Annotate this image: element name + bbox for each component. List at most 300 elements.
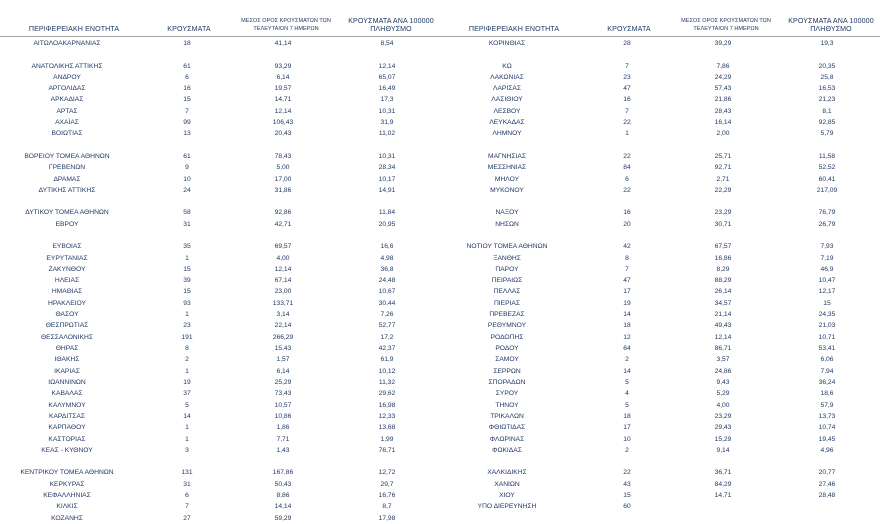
cell-cases: 23 xyxy=(623,73,631,81)
cell-7day-average: 93,29 xyxy=(274,62,292,70)
cell-region: ΗΜΑΘΙΑΣ xyxy=(51,288,83,296)
cell-cases: 60 xyxy=(623,503,631,511)
group-spacer-row xyxy=(0,230,440,241)
cell-cases-per-100000: 10,12 xyxy=(378,367,396,375)
cell-cases: 12 xyxy=(623,333,631,341)
cell-cases-per-100000 xyxy=(782,501,880,512)
table-row xyxy=(0,117,440,128)
cell-cases-per-100000: 17,2 xyxy=(380,333,394,341)
table-row xyxy=(0,83,440,94)
column-header-region: ΠΕΡΙΦΕΡΕΙΑΚΗ ΕΝΟΤΗΤΑ xyxy=(0,0,148,37)
cell-cases-per-100000: 11,58 xyxy=(818,152,836,160)
table-row xyxy=(0,388,440,399)
cell-cases: 31 xyxy=(183,480,191,488)
cell-7day-average: 5,29 xyxy=(716,390,730,398)
cell-region: ΛΑΣΙΘΙΟΥ xyxy=(491,96,523,104)
group-spacer-row xyxy=(0,196,440,207)
left-table-panel xyxy=(0,0,440,522)
cell-7day-average: 67,57 xyxy=(714,243,732,251)
cell-region: ΘΕΣΣΑΛΟΝΙΚΗΣ xyxy=(40,333,94,341)
cell-7day-average: 9,14 xyxy=(716,446,730,454)
table-row xyxy=(440,174,880,185)
cell-cases-per-100000: 19,45 xyxy=(818,435,836,443)
table-row xyxy=(0,253,440,264)
cell-7day-average: 10,86 xyxy=(274,412,292,420)
cell-7day-average: 6,14 xyxy=(276,73,290,81)
column-header-cases-per-100000: ΚΡΟΥΣΜΑΤΑ ΑΝΑ 100000 ΠΛΗΘΥΣΜΟ xyxy=(782,0,880,37)
cell-cases: 18 xyxy=(623,412,631,420)
cell-7day-average: 29,43 xyxy=(714,424,732,432)
cell-7day-average: 266,29 xyxy=(272,333,294,341)
cell-7day-average: 12,14 xyxy=(274,107,292,115)
cell-7day-average: 50,43 xyxy=(274,480,292,488)
cell-cases-per-100000: 8,7 xyxy=(382,503,392,511)
spacer-cell xyxy=(440,140,880,151)
group-spacer-row xyxy=(440,196,880,207)
cell-region: ΘΕΣΠΡΩΤΙΑΣ xyxy=(45,322,89,330)
cell-cases-per-100000: 10,17 xyxy=(378,175,396,183)
table-row xyxy=(440,298,880,309)
table-row xyxy=(440,106,880,117)
cell-region: ΝΟΤΙΟΥ ΤΟΜΕΑ ΑΘΗΝΩΝ xyxy=(466,243,548,251)
table-row xyxy=(0,513,440,524)
cell-cases-per-100000: 30,44 xyxy=(378,299,396,307)
cell-7day-average: 49,43 xyxy=(714,322,732,330)
cell-7day-average: 19,57 xyxy=(274,85,292,93)
cell-7day-average: 3,14 xyxy=(276,311,290,319)
cell-cases-per-100000: 5,79 xyxy=(820,130,834,138)
cell-region: ΣΑΜΟΥ xyxy=(495,356,519,364)
cell-cases-per-100000: 42,37 xyxy=(378,345,396,352)
cell-region: ΧΑΛΚΙΔΙΚΗΣ xyxy=(487,469,527,477)
cell-7day-average: 67,14 xyxy=(274,277,292,285)
cell-7day-average: 24,86 xyxy=(714,367,732,375)
cell-cases-per-100000: 46,9 xyxy=(820,265,834,273)
cell-region: ΑΡΚΑΔΙΑΣ xyxy=(50,96,84,104)
cell-region: ΠΡΕΒΕΖΑΣ xyxy=(489,311,525,319)
table-row xyxy=(440,467,880,478)
cell-cases: 1 xyxy=(185,435,189,443)
cell-7day-average: 14,71 xyxy=(274,96,292,104)
cell-cases: 8 xyxy=(625,254,629,262)
cell-7day-average: 4,00 xyxy=(276,254,290,262)
cell-region: ΤΗΝΟΥ xyxy=(495,401,519,409)
cell-region: ΤΡΙΚΑΛΩΝ xyxy=(490,412,524,420)
cell-cases-per-100000: 16,53 xyxy=(818,85,836,93)
cell-cases: 1 xyxy=(185,424,189,432)
cell-region: ΜΕΣΣΗΝΙΑΣ xyxy=(487,164,527,172)
cell-cases: 22 xyxy=(623,152,631,160)
cell-cases-per-100000: 17,98 xyxy=(378,514,396,522)
cell-cases-per-100000: 10,74 xyxy=(818,424,836,432)
cell-cases: 131 xyxy=(181,469,193,477)
column-header-cases: ΚΡΟΥΣΜΑΤΑ xyxy=(148,0,230,37)
cell-cases: 6 xyxy=(185,491,189,499)
cell-region: ΚΑΛΥΜΝΟΥ xyxy=(48,401,86,409)
table-row xyxy=(440,94,880,105)
cell-cases: 16 xyxy=(623,96,631,104)
cell-cases: 61 xyxy=(183,62,191,70)
cell-cases: 58 xyxy=(183,209,191,217)
table-row xyxy=(440,366,880,377)
cell-cases: 10 xyxy=(183,175,191,183)
cell-cases: 6 xyxy=(625,175,629,183)
cell-region: ΓΡΕΒΕΝΩΝ xyxy=(48,164,86,172)
table-row xyxy=(440,37,880,50)
cell-cases: 17 xyxy=(623,288,631,296)
table-row xyxy=(440,445,880,456)
cell-cases-per-100000: 60,41 xyxy=(818,175,836,183)
cell-cases: 17 xyxy=(623,424,631,432)
cell-cases: 15 xyxy=(183,96,191,104)
cell-cases: 99 xyxy=(183,119,191,127)
cell-cases-per-100000: 21,23 xyxy=(818,96,836,104)
table-row xyxy=(0,377,440,388)
group-spacer-row xyxy=(440,230,880,241)
cell-region: ΚΟΖΑΝΗΣ xyxy=(51,514,83,522)
cell-cases: 8 xyxy=(185,345,189,352)
cell-region: ΦΘΙΩΤΙΔΑΣ xyxy=(488,424,526,432)
header-row xyxy=(0,0,440,37)
cell-7day-average: 23,29 xyxy=(714,412,732,420)
cell-cases: 37 xyxy=(183,390,191,398)
regional-cases-table-right xyxy=(440,0,880,513)
cell-cases: 2 xyxy=(625,446,629,454)
cell-cases: 39 xyxy=(183,277,191,285)
cell-cases: 14 xyxy=(623,367,631,375)
cell-region: ΒΟΙΩΤΙΑΣ xyxy=(51,130,83,138)
cell-region: ΙΚΑΡΙΑΣ xyxy=(54,367,80,375)
cell-cases: 1 xyxy=(185,254,189,262)
cell-7day-average: 59,29 xyxy=(274,514,292,522)
cell-7day-average: 78,43 xyxy=(274,152,292,160)
table-row xyxy=(0,445,440,456)
cell-cases: 22 xyxy=(623,469,631,477)
cell-cases: 1 xyxy=(185,367,189,375)
table-row xyxy=(440,241,880,252)
cell-cases: 43 xyxy=(623,480,631,488)
cell-cases-per-100000: 65,07 xyxy=(378,73,396,81)
cell-cases-per-100000: 26,79 xyxy=(818,220,836,228)
table-row xyxy=(0,241,440,252)
cell-cases-per-100000: 15 xyxy=(823,299,831,307)
table-row xyxy=(440,151,880,162)
table-row xyxy=(440,275,880,286)
cell-cases: 93 xyxy=(183,299,191,307)
cell-region: ΚΕΦΑΛΛΗΝΙΑΣ xyxy=(43,491,91,499)
cell-cases: 42 xyxy=(623,243,631,251)
cell-cases: 14 xyxy=(183,412,191,420)
cell-7day-average: 31,86 xyxy=(274,186,292,194)
column-header-7day-average: ΜΕΣΟΣ ΟΡΟΣ ΚΡΟΥΣΜΑΤΩΝ ΤΩΝ ΤΕΛΕΥΤΑΙΩΝ 7 ΗΜΕΡΩΝ xyxy=(670,0,782,37)
cell-7day-average: 36,71 xyxy=(714,469,732,477)
cell-7day-average: 16,86 xyxy=(714,254,732,262)
cell-cases-per-100000: 53,41 xyxy=(818,345,836,352)
cell-region: ΑΝΔΡΟΥ xyxy=(53,73,81,81)
table-row xyxy=(440,377,880,388)
cell-region: ΡΟΔΟΥ xyxy=(495,345,519,352)
cell-7day-average: 25,71 xyxy=(714,152,732,160)
cell-cases-per-100000: 28,34 xyxy=(378,164,396,172)
cell-7day-average: 10,57 xyxy=(274,401,292,409)
group-spacer-row xyxy=(440,49,880,60)
cell-cases-per-100000: 13,73 xyxy=(818,412,836,420)
cell-7day-average: 30,71 xyxy=(714,220,732,228)
spacer-cell xyxy=(440,49,880,60)
cell-cases-per-100000: 11,84 xyxy=(378,209,396,217)
table-row xyxy=(0,61,440,72)
group-spacer-row xyxy=(0,140,440,151)
cell-cases-per-100000: 16,76 xyxy=(378,491,396,499)
table-row xyxy=(0,467,440,478)
cell-7day-average: 69,57 xyxy=(274,243,292,251)
table-row xyxy=(0,366,440,377)
table-row xyxy=(0,72,440,83)
table-row xyxy=(0,332,440,343)
table-row xyxy=(0,400,440,411)
cell-region: ΣΥΡΟΥ xyxy=(495,390,519,398)
cell-region: ΑΡΓΟΛΙΔΑΣ xyxy=(48,85,86,93)
cell-cases-per-100000: 16,98 xyxy=(378,401,396,409)
cell-cases-per-100000: 29,7 xyxy=(380,480,394,488)
cell-7day-average: 28,43 xyxy=(714,107,732,115)
table-row xyxy=(440,264,880,275)
cell-7day-average: 17,00 xyxy=(274,175,292,183)
table-row xyxy=(0,162,440,173)
cell-cases: 15 xyxy=(183,265,191,273)
cell-cases: 5 xyxy=(625,401,629,409)
cell-region: ΚΕΝΤΡΙΚΟΥ ΤΟΜΕΑ ΑΘΗΝΩΝ xyxy=(20,469,114,477)
table-row xyxy=(0,37,440,50)
table-row xyxy=(440,422,880,433)
cell-cases: 64 xyxy=(623,345,631,352)
cell-7day-average: 16,14 xyxy=(714,119,732,127)
cell-cases-per-100000: 7,94 xyxy=(820,367,834,375)
cell-region: ΔΥΤΙΚΗΣ ΑΤΤΙΚΗΣ xyxy=(38,186,96,194)
cell-7day-average: 22,29 xyxy=(714,186,732,194)
cell-cases-per-100000: 16,6 xyxy=(380,243,394,251)
cell-7day-average: 84,29 xyxy=(714,480,732,488)
cell-cases: 47 xyxy=(623,277,631,285)
cell-cases: 9 xyxy=(185,164,189,172)
cell-region: ΖΑΚΥΝΘΟΥ xyxy=(48,265,86,273)
table-row xyxy=(0,219,440,230)
cell-cases: 7 xyxy=(185,107,189,115)
cell-cases: 61 xyxy=(183,152,191,160)
cell-cases-per-100000: 57,9 xyxy=(820,401,834,409)
cell-cases-per-100000: 29,62 xyxy=(378,390,396,398)
cell-region: ΚΩ xyxy=(502,62,512,70)
table-row xyxy=(0,264,440,275)
cell-region: ΜΗΛΟΥ xyxy=(494,175,520,183)
cell-cases-per-100000: 10,31 xyxy=(378,152,396,160)
table-row xyxy=(0,275,440,286)
cell-cases-per-100000: 18,6 xyxy=(820,390,834,398)
cell-cases: 6 xyxy=(185,73,189,81)
cell-region: ΦΛΩΡΙΝΑΣ xyxy=(489,435,525,443)
cell-region: ΡΕΘΥΜΝΟΥ xyxy=(487,322,527,330)
table-row xyxy=(440,207,880,218)
cell-region: ΠΕΙΡΑΙΩΣ xyxy=(491,277,523,285)
cell-cases-per-100000: 10,71 xyxy=(818,333,836,341)
cell-cases-per-100000: 217,09 xyxy=(816,186,838,194)
cell-region: ΛΕΣΒΟΥ xyxy=(493,107,521,115)
cell-region: ΚΕΡΚΥΡΑΣ xyxy=(49,480,85,488)
cell-cases-per-100000: 10,47 xyxy=(818,277,836,285)
cell-cases: 16 xyxy=(183,85,191,93)
cell-7day-average: 2,00 xyxy=(716,130,730,138)
cell-cases: 7 xyxy=(625,265,629,273)
cell-cases-per-100000: 31,9 xyxy=(380,119,394,127)
cell-cases-per-100000: 17,3 xyxy=(380,96,394,104)
cell-cases: 28 xyxy=(623,40,631,47)
cell-cases-per-100000: 4,96 xyxy=(820,446,834,454)
cell-7day-average: 92,86 xyxy=(274,209,292,217)
cell-7day-average: 26,14 xyxy=(714,288,732,296)
cell-cases: 5 xyxy=(625,378,629,386)
cell-cases: 13 xyxy=(183,130,191,138)
cell-cases: 16 xyxy=(623,209,631,217)
cell-region: ΑΙΤΩΛΟΑΚΑΡΝΑΝΙΑΣ xyxy=(33,40,101,47)
cell-cases: 10 xyxy=(623,435,631,443)
cell-cases: 22 xyxy=(623,186,631,194)
cell-cases-per-100000: 7,19 xyxy=(820,254,834,262)
cell-cases-per-100000: 14,91 xyxy=(378,186,396,194)
cell-region: ΑΡΤΑΣ xyxy=(56,107,78,115)
cell-cases-per-100000: 7,26 xyxy=(380,311,394,319)
table-row xyxy=(0,354,440,365)
cell-7day-average: 73,43 xyxy=(274,390,292,398)
cell-7day-average: 57,43 xyxy=(714,85,732,93)
cell-cases: 47 xyxy=(623,85,631,93)
cell-region: ΠΙΕΡΙΑΣ xyxy=(493,299,521,307)
cell-7day-average: 1,86 xyxy=(276,424,290,432)
cell-region: ΥΠΟ ΔΙΕΡΕΥΝΗΣΗ xyxy=(477,503,537,511)
table-row xyxy=(440,83,880,94)
table-row xyxy=(440,354,880,365)
cell-region: ΠΕΛΛΑΣ xyxy=(493,288,521,296)
cell-7day-average: 8,29 xyxy=(716,265,730,273)
cell-cases-per-100000: 61,9 xyxy=(380,356,394,364)
table-row xyxy=(440,185,880,196)
cell-7day-average: 86,71 xyxy=(714,345,732,352)
spacer-cell xyxy=(440,196,880,207)
table-row xyxy=(440,128,880,139)
cell-cases: 1 xyxy=(625,130,629,138)
table-row xyxy=(440,490,880,501)
cell-7day-average: 34,57 xyxy=(714,299,732,307)
cell-region: ΗΡΑΚΛΕΙΟΥ xyxy=(48,299,86,307)
cell-7day-average: 88,29 xyxy=(714,277,732,285)
table-row xyxy=(440,286,880,297)
cell-7day-average: 12,14 xyxy=(714,333,732,341)
cell-cases-per-100000: 13,68 xyxy=(378,424,396,432)
cell-7day-average: 42,71 xyxy=(274,220,292,228)
cell-cases-per-100000: 76,71 xyxy=(378,446,396,454)
table-row xyxy=(0,286,440,297)
table-row xyxy=(440,253,880,264)
cell-cases: 20 xyxy=(623,220,631,228)
cell-cases-per-100000: 27,46 xyxy=(818,480,836,488)
cell-region: ΧΑΝΙΩΝ xyxy=(494,480,520,488)
table-row xyxy=(0,479,440,490)
table-row xyxy=(440,332,880,343)
cell-region: ΛΑΡΙΣΑΣ xyxy=(493,85,521,93)
cell-cases-per-100000: 6,06 xyxy=(820,356,834,364)
cell-7day-average: 15,29 xyxy=(714,435,732,443)
cell-cases-per-100000: 20,35 xyxy=(818,62,836,70)
group-spacer-row xyxy=(440,456,880,467)
table-row xyxy=(440,388,880,399)
cell-cases-per-100000: 12,14 xyxy=(378,62,396,70)
spacer-cell xyxy=(0,456,440,467)
cell-region: ΠΑΡΟΥ xyxy=(495,265,519,273)
table-row xyxy=(440,400,880,411)
cell-7day-average: 7,86 xyxy=(716,62,730,70)
cell-region: ΞΑΝΘΗΣ xyxy=(493,254,521,262)
table-row xyxy=(440,434,880,445)
cell-cases-per-100000: 12,17 xyxy=(818,288,836,296)
cell-region: ΣΕΡΡΩΝ xyxy=(493,367,521,375)
cell-cases: 23 xyxy=(183,322,191,330)
cell-region: ΜΥΚΟΝΟΥ xyxy=(490,186,524,194)
table-row xyxy=(0,94,440,105)
cell-cases: 22 xyxy=(623,119,631,127)
cell-7day-average: 8,86 xyxy=(276,491,290,499)
cell-cases: 15 xyxy=(623,491,631,499)
cell-7day-average: 21,14 xyxy=(714,311,732,319)
cell-cases: 7 xyxy=(625,62,629,70)
table-row xyxy=(0,422,440,433)
cell-cases-per-100000: 20,77 xyxy=(818,469,836,477)
cell-cases-per-100000: 12,33 xyxy=(378,412,396,420)
table-row xyxy=(440,61,880,72)
column-header-cases-per-100000: ΚΡΟΥΣΜΑΤΑ ΑΝΑ 100000 ΠΛΗΘΥΣΜΟ xyxy=(342,0,440,37)
header-row xyxy=(440,0,880,37)
cell-cases: 27 xyxy=(183,514,191,522)
table-body-left xyxy=(0,37,440,524)
cell-cases-per-100000: 10,31 xyxy=(378,107,396,115)
cell-cases-per-100000: 1,99 xyxy=(380,435,394,443)
cell-cases: 3 xyxy=(185,446,189,454)
table-row xyxy=(0,490,440,501)
table-row xyxy=(0,320,440,331)
table-row xyxy=(0,151,440,162)
spacer-cell xyxy=(0,196,440,207)
cell-7day-average: 20,43 xyxy=(274,130,292,138)
spacer-cell xyxy=(0,140,440,151)
cell-cases-per-100000: 92,85 xyxy=(818,119,836,127)
column-header-7day-average: ΜΕΣΟΣ ΟΡΟΣ ΚΡΟΥΣΜΑΤΩΝ ΤΩΝ ΤΕΛΕΥΤΑΙΩΝ 7 ΗΜΕΡΩΝ xyxy=(230,0,342,37)
column-header-region: ΠΕΡΙΦΕΡΕΙΑΚΗ ΕΝΟΤΗΤΑ xyxy=(440,0,588,37)
cell-cases: 7 xyxy=(625,107,629,115)
cell-cases: 191 xyxy=(181,333,193,341)
cell-7day-average: 7,71 xyxy=(276,435,290,443)
table-row xyxy=(0,185,440,196)
cell-region: ΚΙΛΚΙΣ xyxy=(56,503,78,511)
table-row xyxy=(440,162,880,173)
cell-region: ΙΘΑΚΗΣ xyxy=(54,356,80,364)
cell-cases: 31 xyxy=(183,220,191,228)
cell-cases: 2 xyxy=(185,356,189,364)
cell-cases-per-100000: 20,95 xyxy=(378,220,396,228)
cell-cases-per-100000: 24,48 xyxy=(378,277,396,285)
cell-7day-average: 1,57 xyxy=(276,356,290,364)
table-row xyxy=(0,501,440,512)
cell-region: ΔΥΤΙΚΟΥ ΤΟΜΕΑ ΑΘΗΝΩΝ xyxy=(25,209,109,217)
table-row xyxy=(440,309,880,320)
cell-7day-average: 2,71 xyxy=(716,175,730,183)
